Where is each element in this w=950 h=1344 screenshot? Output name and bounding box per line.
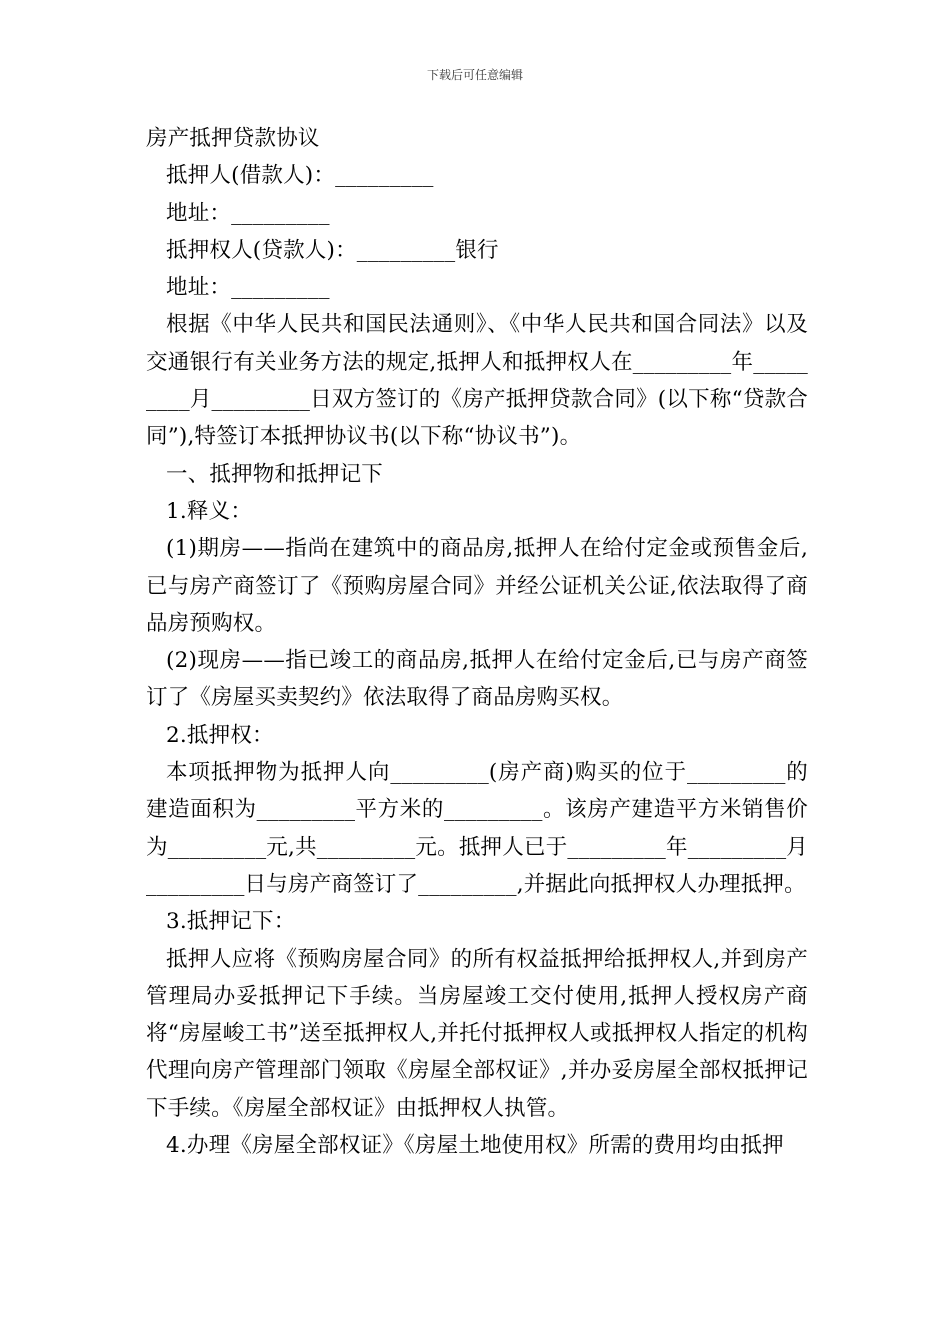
mortgagee-address-line: 地址：_________: [166, 275, 330, 301]
mortgagor-address-line: 地址：_________: [166, 200, 330, 226]
mortgagee-line: 抵押权人(贷款人)：_________银行: [166, 237, 499, 263]
clause-heading-registration: 3.抵押记下：: [166, 909, 296, 935]
fees-paragraph: 4.办理《房屋全部权证》《房屋土地使用权》所需的费用均由抵押: [166, 1133, 784, 1159]
page-header: 下载后可任意编辑: [426, 68, 523, 82]
mortgagor-line: 抵押人(借款人)：_________: [166, 163, 434, 189]
mortgage-right-paragraph: 本项抵押物为抵押人向_________(房产商)购买的位于_________的建造面积为_________平方米的_________。该房产建造平方米销售价为_________元,共_________元。抵押人已于_________年_________月_________日与房产商签订了_________,并据此向抵押权人办理抵押。: [146, 760, 808, 897]
preamble-paragraph: 根据《中华人民共和国民法通则》、《中华人民共和国合同法》以及交通银行有关业务方法的规定,抵押人和抵押权人在_________年_________月_________日双方签订的《房产抵押贷款合同》(以下称“贷款合同”),特签订本抵押协议书(以下称“协议书”)。: [146, 312, 808, 450]
registration-paragraph: 抵押人应将《预购房屋合同》的所有权益抵押给抵押权人,并到房产管理局办妥抵押记下手续。当房屋竣工交付使用,抵押人授权房产商将“房屋峻工书”送至抵押权人,并托付抵押权人或抵押权人指定的机构代理向房产管理部门领取《房屋全部权证》,并办妥房屋全部权抵押记下手续。《房屋全部权证》由抵押权人执管。: [146, 946, 808, 1121]
definition-paragraph-futures-house: (1)期房——指尚在建筑中的商品房,抵押人在给付定金或预售金后,已与房产商签订了《预购房屋合同》并经公证机关公证,依法取得了商品房预购权。: [146, 536, 808, 636]
section-heading: 一、抵押物和抵押记下: [166, 461, 384, 487]
definition-paragraph-existing-house: (2)现房——指已竣工的商品房,抵押人在给付定金后,已与房产商签订了《房屋买卖契约》依法取得了商品房购买权。: [146, 648, 808, 711]
clause-heading-mortgage-right: 2.抵押权：: [166, 722, 274, 748]
clause-heading-definitions: 1.释义：: [166, 498, 253, 524]
document-body: [146, 120, 808, 1164]
document-title: 房产抵押贷款协议: [146, 126, 320, 151]
